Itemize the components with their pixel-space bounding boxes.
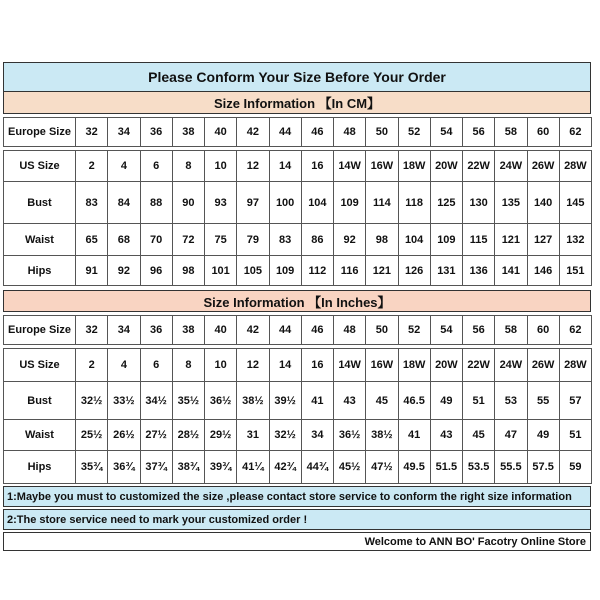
size-cell: 59 — [559, 451, 591, 484]
size-cell: 101 — [205, 256, 237, 286]
europe-size-row — [4, 316, 592, 345]
size-cell: 112 — [301, 256, 333, 286]
size-cell: 34 — [301, 420, 333, 451]
size-cell: 16 — [301, 151, 333, 182]
size-cell: 51.5 — [430, 451, 462, 484]
size-cell: 121 — [495, 224, 527, 256]
size-cell: 50 — [366, 118, 398, 147]
size-cell: 88 — [140, 182, 172, 224]
size-cell: 44¾ — [301, 451, 333, 484]
size-cell: 90 — [172, 182, 204, 224]
size-cell: 27½ — [140, 420, 172, 451]
measure-row — [4, 151, 592, 182]
size-cell: 28½ — [172, 420, 204, 451]
size-cell: 41¼ — [237, 451, 269, 484]
size-cell: 132 — [559, 224, 591, 256]
size-cell: 91 — [76, 256, 108, 286]
size-cell: 10 — [205, 349, 237, 382]
size-cell: 52 — [398, 118, 430, 147]
size-cell: 2 — [76, 349, 108, 382]
size-cell: 26W — [527, 151, 559, 182]
size-cell: 4 — [108, 349, 140, 382]
size-cell: 104 — [301, 182, 333, 224]
measure-row — [4, 382, 592, 420]
size-cell: 126 — [398, 256, 430, 286]
size-cell: 60 — [527, 316, 559, 345]
size-cell: 40 — [205, 316, 237, 345]
size-cell: 84 — [108, 182, 140, 224]
size-cell: 24W — [495, 151, 527, 182]
size-cell: 38 — [172, 316, 204, 345]
chart-title: Please Conform Your Size Before Your Order — [3, 62, 591, 92]
size-cell: 72 — [172, 224, 204, 256]
size-cell: 55.5 — [495, 451, 527, 484]
size-cell: 49 — [527, 420, 559, 451]
size-cell: 34 — [108, 316, 140, 345]
size-cell: 35¾ — [76, 451, 108, 484]
size-cell: 97 — [237, 182, 269, 224]
size-cell: 28W — [559, 349, 591, 382]
size-cell: 32½ — [76, 382, 108, 420]
size-cell: 105 — [237, 256, 269, 286]
size-cell: 68 — [108, 224, 140, 256]
row-label: Bust — [4, 182, 76, 224]
size-cell: 45½ — [334, 451, 366, 484]
size-cell: 140 — [527, 182, 559, 224]
size-cell: 20W — [430, 151, 462, 182]
size-cell: 141 — [495, 256, 527, 286]
size-cell: 34½ — [140, 382, 172, 420]
row-label: US Size — [4, 349, 76, 382]
size-cell: 14 — [269, 349, 301, 382]
size-cell: 25½ — [76, 420, 108, 451]
size-cell: 96 — [140, 256, 172, 286]
size-cell: 130 — [463, 182, 495, 224]
size-cell: 44 — [269, 316, 301, 345]
row-label: US Size — [4, 151, 76, 182]
size-cell: 6 — [140, 349, 172, 382]
size-cell: 38½ — [237, 382, 269, 420]
row-label: Hips — [4, 451, 76, 484]
size-cell: 43 — [334, 382, 366, 420]
size-cell: 53 — [495, 382, 527, 420]
size-cell: 31 — [237, 420, 269, 451]
size-cell: 38 — [172, 118, 204, 147]
measure-row — [4, 224, 592, 256]
size-cell: 36 — [140, 316, 172, 345]
size-cell: 92 — [334, 224, 366, 256]
cm-size-table — [3, 117, 592, 286]
size-cell: 41 — [398, 420, 430, 451]
size-cell: 56 — [463, 316, 495, 345]
size-cell: 57 — [559, 382, 591, 420]
size-cell: 51 — [559, 420, 591, 451]
size-cell: 49.5 — [398, 451, 430, 484]
size-cell: 46.5 — [398, 382, 430, 420]
size-cell: 38½ — [366, 420, 398, 451]
size-cell: 92 — [108, 256, 140, 286]
note-mark-order: 2:The store service need to mark your customized order ! — [3, 509, 591, 530]
size-cell: 39¾ — [205, 451, 237, 484]
size-cell: 28W — [559, 151, 591, 182]
size-cell: 83 — [269, 224, 301, 256]
size-cell: 116 — [334, 256, 366, 286]
size-cell: 62 — [559, 118, 591, 147]
size-cell: 16 — [301, 349, 333, 382]
measure-row — [4, 182, 592, 224]
size-cell: 104 — [398, 224, 430, 256]
row-label: Hips — [4, 256, 76, 286]
size-cell: 26½ — [108, 420, 140, 451]
size-cell: 33½ — [108, 382, 140, 420]
size-cell: 34 — [108, 118, 140, 147]
size-cell: 35½ — [172, 382, 204, 420]
europe-size-row — [4, 118, 592, 147]
size-cell: 36 — [140, 118, 172, 147]
size-cell: 109 — [269, 256, 301, 286]
size-cell: 14W — [334, 151, 366, 182]
size-cell: 98 — [172, 256, 204, 286]
size-cell: 83 — [76, 182, 108, 224]
size-cell: 114 — [366, 182, 398, 224]
size-cell: 79 — [237, 224, 269, 256]
size-cell: 58 — [495, 118, 527, 147]
size-cell: 86 — [301, 224, 333, 256]
measure-row — [4, 420, 592, 451]
size-cell: 43 — [430, 420, 462, 451]
size-cell: 32 — [76, 316, 108, 345]
size-cell: 37¾ — [140, 451, 172, 484]
size-cell: 47 — [495, 420, 527, 451]
row-label: Europe Size — [4, 316, 76, 345]
size-cell: 127 — [527, 224, 559, 256]
size-cell: 16W — [366, 349, 398, 382]
size-cell: 24W — [495, 349, 527, 382]
size-cell: 145 — [559, 182, 591, 224]
size-cell: 2 — [76, 151, 108, 182]
size-cell: 45 — [366, 382, 398, 420]
size-cell: 45 — [463, 420, 495, 451]
size-cell: 52 — [398, 316, 430, 345]
size-cell: 151 — [559, 256, 591, 286]
size-cell: 22W — [463, 151, 495, 182]
size-cell: 47½ — [366, 451, 398, 484]
size-cell: 54 — [430, 316, 462, 345]
size-cell: 48 — [334, 316, 366, 345]
inch-size-table — [3, 315, 592, 484]
size-cell: 146 — [527, 256, 559, 286]
size-cell: 100 — [269, 182, 301, 224]
size-cell: 36½ — [205, 382, 237, 420]
size-cell: 109 — [430, 224, 462, 256]
size-cell: 6 — [140, 151, 172, 182]
size-cell: 70 — [140, 224, 172, 256]
size-cell: 16W — [366, 151, 398, 182]
size-cell: 36¾ — [108, 451, 140, 484]
size-cell: 125 — [430, 182, 462, 224]
size-cell: 8 — [172, 151, 204, 182]
size-cell: 44 — [269, 118, 301, 147]
size-cell: 48 — [334, 118, 366, 147]
size-cell: 50 — [366, 316, 398, 345]
size-cell: 65 — [76, 224, 108, 256]
size-cell: 136 — [463, 256, 495, 286]
size-cell: 93 — [205, 182, 237, 224]
note-customize: 1:Maybe you must to customized the size ,please contact store service to conform the right size information — [3, 486, 591, 507]
size-cell: 118 — [398, 182, 430, 224]
size-cell: 32½ — [269, 420, 301, 451]
cm-section-heading: Size Information 【In CM】 — [3, 92, 591, 114]
size-cell: 29½ — [205, 420, 237, 451]
size-cell: 41 — [301, 382, 333, 420]
size-cell: 121 — [366, 256, 398, 286]
size-cell: 42 — [237, 316, 269, 345]
size-cell: 57.5 — [527, 451, 559, 484]
size-cell: 39½ — [269, 382, 301, 420]
size-cell: 54 — [430, 118, 462, 147]
size-cell: 10 — [205, 151, 237, 182]
size-cell: 32 — [76, 118, 108, 147]
row-label: Waist — [4, 224, 76, 256]
size-cell: 26W — [527, 349, 559, 382]
inch-section-heading: Size Information 【In Inches】 — [3, 290, 591, 312]
size-cell: 55 — [527, 382, 559, 420]
size-cell: 115 — [463, 224, 495, 256]
size-cell: 75 — [205, 224, 237, 256]
size-chart — [3, 62, 591, 551]
size-cell: 58 — [495, 316, 527, 345]
row-label: Europe Size — [4, 118, 76, 147]
size-cell: 49 — [430, 382, 462, 420]
size-cell: 36½ — [334, 420, 366, 451]
size-cell: 40 — [205, 118, 237, 147]
size-cell: 53.5 — [463, 451, 495, 484]
row-label: Bust — [4, 382, 76, 420]
size-cell: 131 — [430, 256, 462, 286]
size-cell: 18W — [398, 151, 430, 182]
store-welcome-footer: Welcome to ANN BO' Facotry Online Store — [3, 532, 591, 551]
size-cell: 135 — [495, 182, 527, 224]
size-cell: 62 — [559, 316, 591, 345]
size-cell: 14 — [269, 151, 301, 182]
size-cell: 42¾ — [269, 451, 301, 484]
size-cell: 60 — [527, 118, 559, 147]
size-cell: 46 — [301, 316, 333, 345]
size-cell: 98 — [366, 224, 398, 256]
size-cell: 38¾ — [172, 451, 204, 484]
size-cell: 51 — [463, 382, 495, 420]
size-cell: 22W — [463, 349, 495, 382]
row-label: Waist — [4, 420, 76, 451]
measure-row — [4, 256, 592, 286]
size-cell: 12 — [237, 349, 269, 382]
size-cell: 109 — [334, 182, 366, 224]
size-cell: 56 — [463, 118, 495, 147]
size-cell: 12 — [237, 151, 269, 182]
size-cell: 20W — [430, 349, 462, 382]
size-cell: 8 — [172, 349, 204, 382]
size-cell: 14W — [334, 349, 366, 382]
size-cell: 46 — [301, 118, 333, 147]
measure-row — [4, 451, 592, 484]
size-cell: 18W — [398, 349, 430, 382]
size-cell: 42 — [237, 118, 269, 147]
measure-row — [4, 349, 592, 382]
size-cell: 4 — [108, 151, 140, 182]
